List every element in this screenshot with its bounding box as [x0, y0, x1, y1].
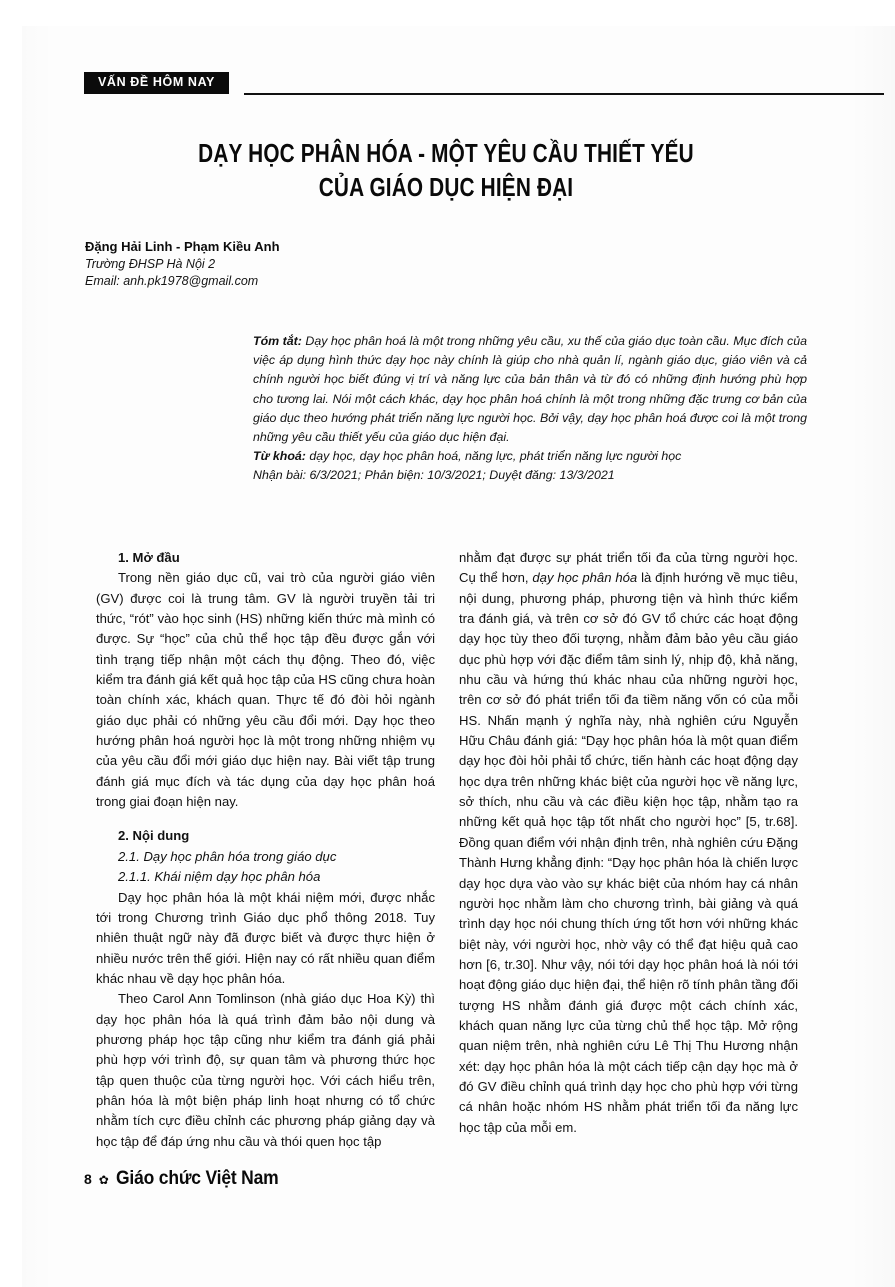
- paragraph-gap: [96, 812, 435, 826]
- author-email: Email: anh.pk1978@gmail.com: [85, 274, 259, 288]
- submission-dates: Nhận bài: 6/3/2021; Phản biện: 10/3/2021; Duyệt đăng: 13/3/2021: [253, 468, 615, 483]
- abstract-text: [253, 332, 807, 447]
- column-left: [96, 548, 435, 1152]
- paragraph-continued-part-a: nhằm đạt được sự phát triển tối đa của từng người học. Cụ thể hơn,: [459, 550, 798, 586]
- emphasis-day-hoc-phan-hoa: dạy học phân hóa: [532, 570, 638, 586]
- author-names: Đặng Hải Linh - Phạm Kiều Anh: [85, 239, 280, 254]
- keywords-label: Từ khoá:: [253, 449, 306, 464]
- paragraph-continued-part-b: là định hướng về mục tiêu, nội dung, phương pháp, phương tiện và hình thức kiểm tra đánh giá, và trên cơ sở đó GV tổ chức các hoạt động dạy học tùy theo đối tượng, nhằm đảm bảo yêu cầu giáo dục phù hợp với đặc điểm tâm sinh lý, nhịp độ, khả năng, nhu cầu và hứng thú khác nhau của những người học, trên cơ sở đó phát triển tối đa tiềm năng vốn có của mỗi HS. Nhấn mạnh ý nghĩa này, nhà nghiên cứu Nguyễn Hữu Châu đánh giá: “Dạy học phân hóa là một quan điểm dạy học đòi hỏi phải tổ chức, tiến hành các hoạt động dạy học dựa trên những khác biệt của người học về năng lực, sở thích, nhu cầu và các điều kiện học tập, nhằm tạo ra những kết quả học tập tốt nhất cho người học” [5, tr.68]. Đồng quan điểm với nhận định trên, nhà nghiên cứu Đặng Thành Hưng khẳng định: “Dạy học phân hóa là chiến lược dạy học dựa vào vào sự khác biệt của nhóm hay cá nhân người học nhằm làm cho chương trình, bài giảng và quá trình dạy học nói chung thích ứng tốt hơn với những khác biệt này, với người học, nhờ vậy có thể đạt hiệu quả cao hơn [6, tr.30]. Như vậy, nói tới dạy học phân hoá là nói tới hoạt động giáo dục hiện đại, thể hiện rõ tính phân tầng đối tượng HS nhằm đánh giá được một cách chính xác, khách quan năng lực của từng chủ thể học tập. Mở rộng quan niệm trên, nhà nghiên cứu Lê Thị Thu Hương nhận xét: dạy học phân hóa là một cách tiếp cận dạy học mà ở đó GV điều chỉnh quá trình dạy học cho phù hợp với từng cá nhân hoặc nhóm HS nhằm phát triển tối đa năng lực học tập của mỗi em.: [459, 570, 798, 1135]
- abstract-label: Tóm tắt:: [253, 334, 302, 348]
- page-number: 8: [84, 1171, 92, 1187]
- keywords-line: [253, 447, 807, 466]
- body-columns: [96, 548, 806, 1148]
- paragraph-continued: [459, 548, 798, 1138]
- author-affiliation: Trường ĐHSP Hà Nội 2: [85, 257, 216, 271]
- column-right: [459, 548, 798, 1138]
- keywords-text: dạy học, dạy học phân hoá, năng lực, phát triển năng lực người học: [305, 449, 682, 464]
- running-head: [84, 72, 806, 96]
- flower-icon: ✿: [98, 1173, 109, 1187]
- paragraph-intro: Trong nền giáo dục cũ, vai trò của người giáo viên (GV) được coi là trung tâm. GV là người truyền tải tri thức, “rót” vào học sinh (HS) những kiến thức mà mình có được. Sự “học” của chủ thể học tập đều được gắn với tình trạng tiếp nhận một cách thụ động. Theo đó, việc kiểm tra đánh giá kết quả học tập của HS cũng chưa hoàn toàn chính xác, khách quan. Thực tế đó đòi hỏi ngành giáo dục phải có những yêu cầu đổi mới. Dạy học theo hướng phân hoá người học là một trong những nhiệm vụ của yêu cầu đổi mới giáo dục hiện nay. Bài viết tập trung đánh giá mục đích và tác dụng của dạy học phân hoá trong giai đoạn hiện nay.: [96, 570, 435, 810]
- paragraph-tomlinson: Theo Carol Ann Tomlinson (nhà giáo dục Hoa Kỳ) thì dạy học phân hóa là quá trình đảm bảo nội dung và phương pháp học tập cũng như kiểm tra đánh giá phải phù hợp với trình độ, sự quan tâm và phương thức học tập quen thuộc của từng người học. Với cách hiểu trên, phân hóa là một biện pháp linh hoạt nhưng có tổ chức nhằm tích cực điều chỉnh các phương pháp giảng dạy và học tập để đáp ứng nhu cầu và thói quen học tập: [96, 991, 435, 1149]
- heading-2-noi-dung: 2. Nội dung: [118, 828, 190, 844]
- article-title-line-2: CỦA GIÁO DỤC HIỆN ĐẠI: [318, 172, 574, 202]
- scan-edge-left: [0, 0, 22, 1287]
- abstract-block: [253, 332, 807, 486]
- page-footer: [84, 1168, 293, 1190]
- scan-edge-top: [0, 0, 895, 26]
- article-title: [84, 136, 808, 204]
- heading-1-mo-dau: 1. Mở đầu: [118, 550, 180, 565]
- article-title-line-1: DẠY HỌC PHÂN HÓA - MỘT YÊU CẦU THIẾT YẾU: [198, 138, 694, 168]
- paragraph-khai-niem: Dạy học phân hóa là một khái niệm mới, được nhắc tới trong Chương trình Giáo dục phổ thông 2018. Tuy nhiên thuật ngữ này đã được biết và được thực hiện ở nhiều nước trên thế giới. Hiện nay có rất nhiều quan điểm khác nhau về dạy học phân hóa.: [96, 889, 435, 986]
- abstract-body: Dạy học phân hoá là một trong những yêu cầu, xu thế của giáo dục toàn cầu. Mục đích của việc áp dụng hình thức dạy học này chính là giúp cho nhà quản lí, ngành giáo dục, giáo viên và cả chính người học biết đúng vị trí và năng lực của bản thân và từ đó có những định hướng phù hợp cho tương lai. Nói một cách khác, dạy học phân hoá chính là một trong những đặc trưng cơ bản của giáo dục theo hướng phát triển năng lực người học. Bởi vậy, dạy học phân hoá được coi là một trong những yêu cầu thiết yếu của giáo dục hiện đại.: [253, 334, 807, 445]
- heading-2-1-1: 2.1.1. Khái niệm dạy học phân hóa: [118, 869, 321, 885]
- header-rule: [244, 93, 884, 95]
- heading-2-1: 2.1. Dạy học phân hóa trong giáo dục: [118, 848, 337, 864]
- journal-name: Giáo chức Việt Nam: [115, 1168, 279, 1189]
- author-block: [85, 238, 505, 290]
- section-rubric-badge: VẤN ĐỀ HÔM NAY: [84, 72, 229, 94]
